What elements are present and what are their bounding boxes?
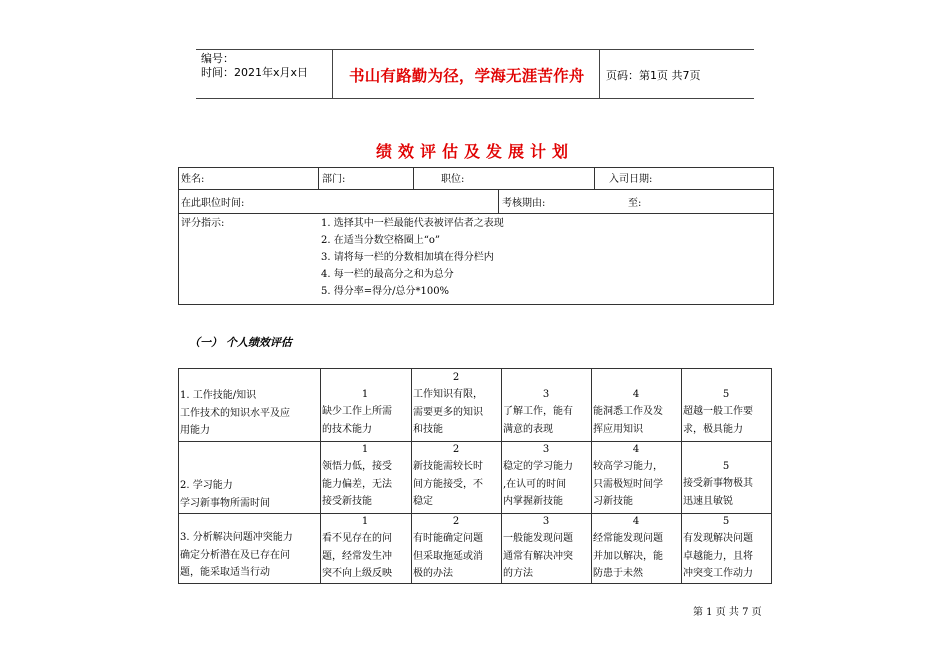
info-col-divider bbox=[594, 168, 595, 189]
page-code: 页码：第1页 共7页 bbox=[606, 69, 701, 82]
position-field-label: 职位: bbox=[441, 174, 465, 185]
score-label: 5 bbox=[722, 389, 730, 400]
score-label: 2 bbox=[452, 516, 460, 527]
document-title: 绩效评估及发展计划 bbox=[375, 142, 574, 161]
review-period-to-label: 至: bbox=[628, 198, 642, 209]
level-description: 有时能确定问题 但采取拖延或消 极的办法 bbox=[413, 533, 483, 579]
instruction-item: 3. 请将每一栏的分数相加填在得分栏内 bbox=[321, 252, 494, 263]
eval-col-divider bbox=[411, 369, 412, 583]
eval-col-divider bbox=[681, 369, 682, 583]
score-label: 5 bbox=[722, 461, 730, 472]
info-row-divider bbox=[179, 189, 773, 190]
name-field-label: 姓名: bbox=[181, 174, 205, 185]
motto: 书山有路勤为径，学海无涯苦作舟 bbox=[349, 67, 585, 85]
score-label: 2 bbox=[452, 444, 460, 455]
level-description: 较高学习能力， 只需极短时间学 习新技能 bbox=[593, 461, 663, 507]
instructions-label: 评分指示: bbox=[181, 218, 225, 229]
header-meta bbox=[196, 50, 333, 98]
level-description: 能洞悉工作及发 挥应用知识 bbox=[593, 406, 663, 435]
score-label: 5 bbox=[722, 516, 730, 527]
level-description: 稳定的学习能力 ,在认可的时间 内掌握新技能 bbox=[503, 461, 573, 507]
level-description: 接受新事物极其 迅速且敏锐 bbox=[683, 478, 753, 507]
hire-date-field-label: 入司日期: bbox=[609, 174, 653, 185]
instruction-item: 1. 选择其中一栏最能代表被评估者之表现 bbox=[321, 218, 504, 229]
level-description: 看不见存在的问 题，经常发生冲 突不向上级反映 bbox=[322, 533, 392, 579]
instruction-item: 4. 每一栏的最高分之和为总分 bbox=[321, 269, 454, 280]
page-header bbox=[196, 49, 754, 99]
info-row-divider bbox=[179, 213, 773, 214]
info-col-divider bbox=[498, 189, 499, 213]
eval-col-divider bbox=[591, 369, 592, 583]
score-label: 3 bbox=[542, 444, 550, 455]
criterion-learning: 2. 学习能力 学习新事物所需时间 bbox=[180, 480, 270, 509]
score-label: 2 bbox=[452, 372, 460, 383]
evaluation-table bbox=[178, 368, 772, 584]
tenure-field-label: 在此职位时间: bbox=[181, 198, 245, 209]
eval-row-divider bbox=[179, 441, 771, 442]
level-description: 工作知识有限， 需要更多的知识 和技能 bbox=[413, 389, 483, 435]
section-title: （一） 个人绩效评估 bbox=[189, 336, 292, 349]
info-col-divider bbox=[318, 168, 319, 189]
criterion-problem-solving: 3. 分析解决问题冲突能力 确定分析潜在及已存在问 题，能采取适当行动 bbox=[180, 532, 293, 578]
time-label: 时间：2021年x月x日 bbox=[201, 66, 309, 79]
score-label: 3 bbox=[542, 516, 550, 527]
score-label: 4 bbox=[632, 389, 640, 400]
level-description: 了解工作，能有 满意的表现 bbox=[503, 406, 573, 435]
number-label: 编号： bbox=[201, 52, 234, 65]
dept-field-label: 部门: bbox=[322, 174, 346, 185]
level-description: 一般能发现问题 通常有解决冲突 的方法 bbox=[503, 533, 573, 579]
instruction-item: 5. 得分率=得分/总分*100% bbox=[321, 286, 450, 297]
eval-col-divider bbox=[501, 369, 502, 583]
level-description: 新技能需较长时 间方能接受，不 稳定 bbox=[413, 461, 483, 507]
score-label: 1 bbox=[361, 516, 369, 527]
level-description: 经常能发现问题 并加以解决，能 防患于未然 bbox=[593, 533, 663, 579]
eval-row-divider bbox=[179, 513, 771, 514]
score-label: 4 bbox=[632, 516, 640, 527]
page-footer: 第 1 页 共 7 页 bbox=[693, 607, 762, 618]
score-label: 1 bbox=[361, 389, 369, 400]
review-period-label: 考核期由: bbox=[502, 198, 546, 209]
header-motto-cell bbox=[333, 50, 600, 98]
score-label: 1 bbox=[361, 444, 369, 455]
level-description: 领悟力低，接受 能力偏差，无法 接受新技能 bbox=[322, 461, 392, 507]
level-description: 超越一般工作要 求，极具能力 bbox=[683, 406, 753, 435]
criterion-work-skill: 1. 工作技能/知识 工作技术的知识水平及应 用能力 bbox=[180, 390, 290, 436]
level-description: 有发现解决问题 卓越能力，且将 冲突变工作动力 bbox=[683, 533, 753, 579]
score-label: 4 bbox=[632, 444, 640, 455]
level-description: 缺少工作上所需 的技术能力 bbox=[322, 406, 392, 435]
header-page-cell bbox=[600, 50, 754, 98]
instruction-item: 2. 在适当分数空格圈上“o” bbox=[321, 235, 440, 246]
score-label: 3 bbox=[542, 389, 550, 400]
eval-col-divider bbox=[320, 369, 321, 583]
info-table bbox=[178, 167, 774, 305]
info-col-divider bbox=[413, 168, 414, 189]
